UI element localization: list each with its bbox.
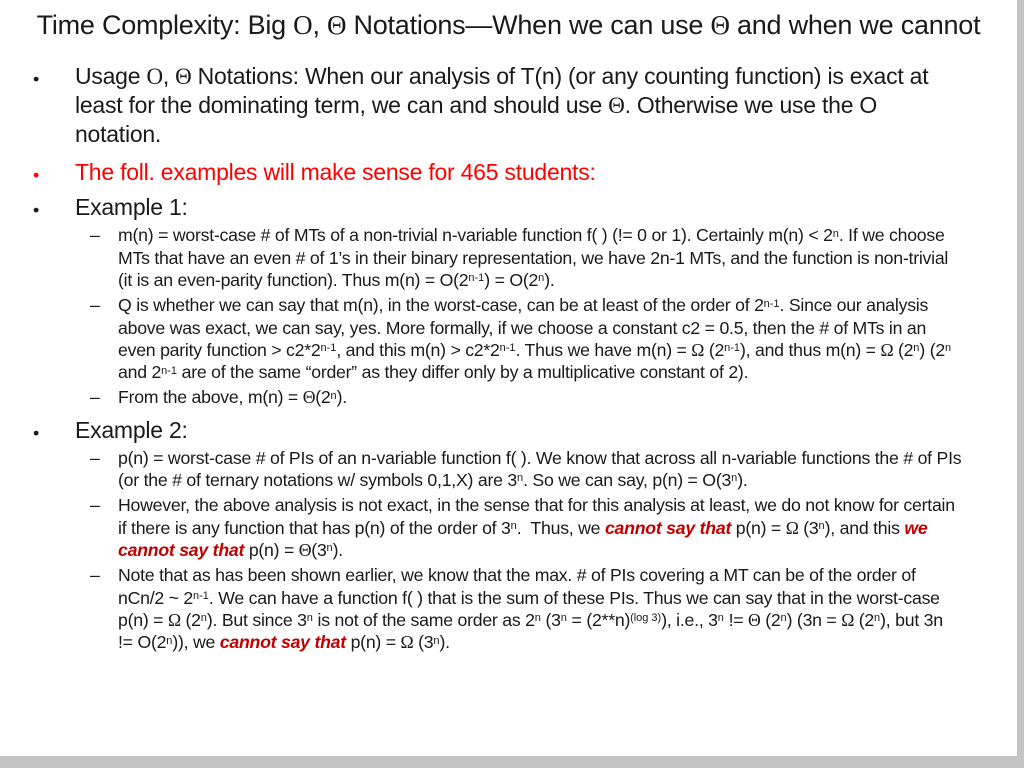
text-segment: n xyxy=(326,542,333,555)
bullet-dash-icon: – xyxy=(90,387,100,408)
text-segment: (2 xyxy=(704,339,725,360)
text-segment: . So we can say, p(n) = O(3 xyxy=(523,470,732,491)
text-segment: n xyxy=(832,227,839,240)
bullet-text xyxy=(75,62,962,148)
bullet-text xyxy=(118,386,962,408)
text-segment: n xyxy=(560,612,567,625)
text-segment: The foll. examples will make sense for 465 students: xyxy=(75,159,596,186)
slide-title xyxy=(0,0,1017,43)
bullet-item xyxy=(27,193,962,221)
sub-bullet-item xyxy=(27,224,962,291)
sub-bullet-item xyxy=(27,447,967,492)
text-segment: (2 xyxy=(180,609,201,630)
bullet-text xyxy=(118,447,967,492)
text-segment: n-1 xyxy=(468,272,485,285)
text-segment: are of the same “order” as they differ only by a multiplicative constant of 2). xyxy=(176,362,749,383)
text-segment: ) (3n = xyxy=(786,609,842,630)
text-segment: Ω xyxy=(400,632,414,653)
text-segment: . We can have a function f( ) that is the sum of these PIs. Thus we can say that in the worst-case p(n) = xyxy=(118,587,945,630)
text-segment: != xyxy=(723,609,749,630)
text-segment: n-1 xyxy=(320,342,337,355)
text-segment: n xyxy=(731,472,738,485)
bullet-text xyxy=(75,416,962,444)
text-segment: , and this m(n) > c2*2 xyxy=(336,339,500,360)
text-segment: (3 xyxy=(413,632,434,653)
text-segment: n xyxy=(510,520,517,533)
text-segment: O xyxy=(146,64,163,90)
bullet-dash-icon: – xyxy=(90,225,100,246)
text-segment: n xyxy=(818,520,825,533)
text-segment: . Otherwise we use the O notation. xyxy=(75,92,884,148)
text-segment: Ω xyxy=(167,609,181,630)
text-segment: n-1 xyxy=(193,589,209,602)
bullet-dot-icon: • xyxy=(33,165,40,186)
text-segment: we cannot say that xyxy=(118,517,933,560)
text-segment: Θ xyxy=(608,93,625,119)
text-segment: , xyxy=(162,63,176,90)
text-segment: . Thus we have m(n) = xyxy=(515,339,692,360)
bullet-marker xyxy=(27,193,75,221)
text-segment: Example 2: xyxy=(75,416,188,443)
text-segment: n xyxy=(944,342,952,355)
bullet-list xyxy=(27,62,967,653)
text-segment: From the above, m(n) = xyxy=(118,387,303,408)
sub-bullet-item xyxy=(27,564,962,653)
bullet-item xyxy=(27,158,962,186)
text-segment: n xyxy=(780,612,787,625)
text-segment: cannot say that xyxy=(219,632,346,653)
text-segment: is not of the same order as 2 xyxy=(312,609,535,630)
text-segment: ), and this xyxy=(824,517,905,538)
text-segment: cannot say that xyxy=(604,517,732,538)
bullet-dot-icon: • xyxy=(33,422,40,443)
bullet-marker xyxy=(27,416,75,444)
text-segment: Θ xyxy=(710,10,730,40)
text-segment: n xyxy=(330,389,337,402)
text-segment: and when we cannot xyxy=(729,10,981,40)
text-segment: Θ xyxy=(302,387,316,408)
bullet-dot-icon: • xyxy=(33,200,40,221)
bullet-item xyxy=(27,416,962,444)
text-segment: p(n) = xyxy=(731,517,786,538)
text-segment: n xyxy=(717,612,724,625)
bullet-marker xyxy=(90,386,118,408)
bullet-marker xyxy=(27,158,75,186)
text-segment: (2 xyxy=(893,339,914,360)
text-segment: Θ xyxy=(748,609,761,630)
text-segment: Ω xyxy=(691,339,705,360)
text-segment: = (2**n) xyxy=(566,609,631,630)
text-segment: n xyxy=(166,634,173,647)
sub-bullet-item xyxy=(27,386,962,408)
text-segment: (2 xyxy=(315,387,331,408)
text-segment: ), i.e., 3 xyxy=(661,609,718,630)
text-segment: (3 xyxy=(540,609,561,630)
text-segment: n xyxy=(534,612,541,625)
text-segment: Note that as has been shown earlier, we know that the max. # of PIs covering a MT can be of the order of nCn/2 ~ 2 xyxy=(118,565,921,608)
text-segment: n-1 xyxy=(499,342,516,355)
text-segment: . Thus, we xyxy=(516,517,605,538)
text-segment: ). xyxy=(332,539,343,560)
bullet-marker xyxy=(90,447,118,469)
bullet-marker xyxy=(90,294,118,316)
bullet-marker xyxy=(90,564,118,586)
bullet-text xyxy=(75,158,962,186)
text-segment: (log 3) xyxy=(630,612,662,625)
text-segment: m(n) = worst-case # of MTs of a non-trivial n-variable function f( ) (!= 0 or 1). Certainly m(n) < 2 xyxy=(118,225,833,246)
bullet-marker xyxy=(27,62,75,90)
text-segment: Ω xyxy=(785,517,799,538)
text-segment: (3 xyxy=(798,517,819,538)
bullet-dash-icon: – xyxy=(90,495,100,516)
text-segment: p(n) = xyxy=(345,632,401,653)
text-segment: ). xyxy=(544,269,555,290)
text-segment: n-1 xyxy=(724,342,740,355)
bullet-dash-icon: – xyxy=(90,295,100,316)
text-segment: ), and thus m(n) = xyxy=(739,339,881,360)
text-segment: . Since our analysis above was exact, we can say, yes. More formally, if we choose a constant c2 = 0.5, then the # of MTs in an even parity function > c2*2 xyxy=(118,295,933,360)
bullet-text xyxy=(118,494,962,561)
text-segment: Q is whether we can say that m(n), in the worst-case, can be at least of the order of 2 xyxy=(118,295,764,316)
bullet-item xyxy=(27,62,962,148)
text-segment: Θ xyxy=(298,539,312,560)
text-segment: n-1 xyxy=(161,364,177,377)
text-segment: O xyxy=(293,10,313,40)
text-segment: Notations: When our analysis of T(n) (or any counting function) is exact at least for the dominating term, we can and should use xyxy=(75,63,935,119)
text-segment: Time Complexity: Big xyxy=(36,10,294,40)
text-segment: n xyxy=(433,634,440,647)
text-segment: n xyxy=(200,612,207,625)
text-segment: However, the above analysis is not exact, in the sense that for this analysis at least, we do not know for certain if there is any function that has p(n) of the order of 3 xyxy=(118,495,960,538)
text-segment: p(n) = xyxy=(244,539,299,560)
bullet-text xyxy=(118,564,962,653)
bullet-text xyxy=(118,224,962,291)
text-segment: (2 xyxy=(760,609,781,630)
text-segment: n-1 xyxy=(763,297,780,310)
text-segment: ). But since 3 xyxy=(206,609,307,630)
text-segment: p(n) = worst-case # of PIs of an n-variable function f( ). We know that across all n-variable functions the # of PIs (or the # of ternary notations w/ symbols 0,1,X) are 3 xyxy=(118,447,967,491)
sub-bullet-item xyxy=(27,494,962,561)
text-segment: Θ xyxy=(175,64,192,90)
text-segment: n xyxy=(306,612,313,625)
bullet-marker xyxy=(90,224,118,246)
text-segment: , xyxy=(312,10,327,40)
text-segment: Θ xyxy=(326,10,347,40)
text-segment: ). xyxy=(439,632,450,653)
text-segment: (2 xyxy=(854,609,875,630)
bullet-dash-icon: – xyxy=(90,565,100,586)
text-segment: Example 1: xyxy=(75,194,188,221)
text-segment: and 2 xyxy=(118,339,956,383)
text-segment: ). xyxy=(336,387,347,408)
text-segment: n xyxy=(538,272,545,285)
bullet-text xyxy=(75,193,962,221)
text-segment: (3 xyxy=(311,539,327,560)
text-segment: ) = O(2 xyxy=(484,269,539,290)
bullet-dash-icon: – xyxy=(90,447,100,468)
bullet-text xyxy=(118,294,962,383)
bullet-dot-icon: • xyxy=(33,69,40,90)
text-segment: n xyxy=(516,472,524,485)
slide-body xyxy=(0,43,1017,653)
text-segment: Usage xyxy=(75,63,147,90)
text-segment: Ω xyxy=(841,609,855,630)
text-segment: )), we xyxy=(172,632,220,653)
text-segment: Ω xyxy=(880,339,894,360)
text-segment: n xyxy=(913,342,920,355)
text-segment: ), but 3n != O(2 xyxy=(118,609,948,653)
text-segment: n xyxy=(874,612,881,625)
sub-bullet-item xyxy=(27,294,962,383)
text-segment: ) (2 xyxy=(919,339,945,360)
text-segment: . If we choose MTs that have an even # of 1’s in their binary representation, we have 2n-1 MTs, and the function is non-trivial (it is an even-parity function). Thus m(n) = O(2 xyxy=(118,225,953,290)
text-segment: ). xyxy=(737,470,748,491)
text-segment: Notations—When we can use xyxy=(346,10,711,40)
bullet-marker xyxy=(90,494,118,516)
